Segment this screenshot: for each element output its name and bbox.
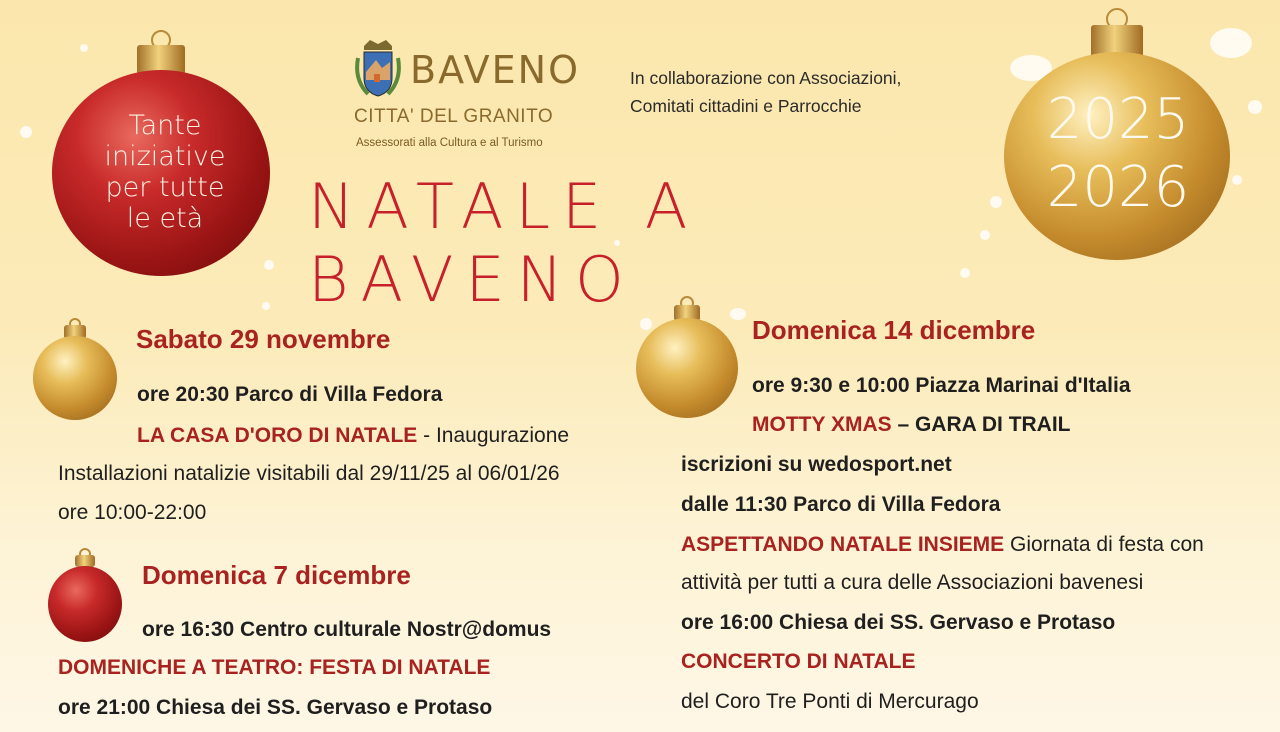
snowflake xyxy=(990,196,1002,208)
collaboration-line: In collaborazione con Associazioni, xyxy=(630,68,902,88)
event3-description: attività per tutti a cura delle Associazioni bavenesi xyxy=(681,571,1144,594)
event2-time-place-evening: ore 21:00 Chiesa dei SS. Gervaso e Protaso xyxy=(58,696,493,719)
event3-name: MOTTY XMAS xyxy=(752,413,892,436)
ornament-text-line: Tante xyxy=(128,110,202,141)
event3-name-suffix: – GARA DI TRAIL xyxy=(891,413,1071,436)
ornament-text-line: per tutte xyxy=(105,172,225,203)
logo-name: BAVENO xyxy=(410,48,580,92)
event3-time-place: ore 9:30 e 10:00 Piazza Marinai d'Italia xyxy=(752,374,1131,397)
ornament-text-line: le età xyxy=(126,203,204,234)
collaboration-line: Comitati cittadini e Parrocchie xyxy=(630,96,862,116)
collaboration-text xyxy=(630,64,901,120)
gold-ornament-medium xyxy=(636,296,738,420)
logo-subtitle: CITTA' DEL GRANITO xyxy=(354,106,554,127)
event3-name-2-suffix: Giornata di festa con xyxy=(1004,533,1204,556)
event1-time-place: ore 20:30 Parco di Villa Fedora xyxy=(137,383,443,406)
event1-hours: ore 10:00-22:00 xyxy=(58,501,207,524)
event3-name-2: ASPETTANDO NATALE INSIEME xyxy=(681,533,1005,556)
red-ornament-small xyxy=(48,548,122,642)
year-text: 2025 xyxy=(1046,87,1190,152)
coat-of-arms-icon xyxy=(354,40,402,104)
event3-title-line xyxy=(752,413,1071,437)
event1-name-suffix: - Inaugurazione xyxy=(417,424,570,447)
snowflake xyxy=(1232,175,1242,185)
red-ornament-large xyxy=(52,30,270,276)
snowflake xyxy=(262,302,270,310)
event3-registration: iscrizioni su wedosport.net xyxy=(681,453,952,476)
event1-detail: Installazioni natalizie visitabili dal 29/11/25 al 06/01/26 xyxy=(58,462,560,485)
event2-name: DOMENICHE A TEATRO: FESTA DI NATALE xyxy=(58,656,491,679)
snowflake xyxy=(1248,100,1262,114)
event2-time-place: ore 16:30 Centro culturale Nostr@domus xyxy=(142,618,552,641)
event2-day: Domenica 7 dicembre xyxy=(142,560,411,590)
event3-description-3: del Coro Tre Ponti di Mercurago xyxy=(681,690,979,713)
event3-time-place-3: ore 16:00 Chiesa dei SS. Gervaso e Protaso xyxy=(681,611,1116,634)
gold-ornament-large xyxy=(1004,8,1230,260)
event3-title-line-2 xyxy=(681,533,1204,557)
baveno-logo xyxy=(350,40,590,160)
snowflake xyxy=(20,126,32,138)
logo-tagline: Assessorati alla Cultura e al Turismo xyxy=(356,137,543,149)
event1-name: LA CASA D'ORO DI NATALE xyxy=(137,424,418,447)
year-text: 2026 xyxy=(1046,155,1190,220)
event1-title-line xyxy=(137,424,569,448)
event1-day: Sabato 29 novembre xyxy=(136,324,391,354)
ornament-text-line: iniziative xyxy=(104,141,226,172)
main-title: NATALE A BAVENO xyxy=(308,170,700,316)
event3-time-place-2: dalle 11:30 Parco di Villa Fedora xyxy=(681,493,1001,516)
gold-ornament-small xyxy=(33,318,117,420)
event3-day: Domenica 14 dicembre xyxy=(752,315,1036,345)
event3-name-3: CONCERTO DI NATALE xyxy=(681,650,916,673)
